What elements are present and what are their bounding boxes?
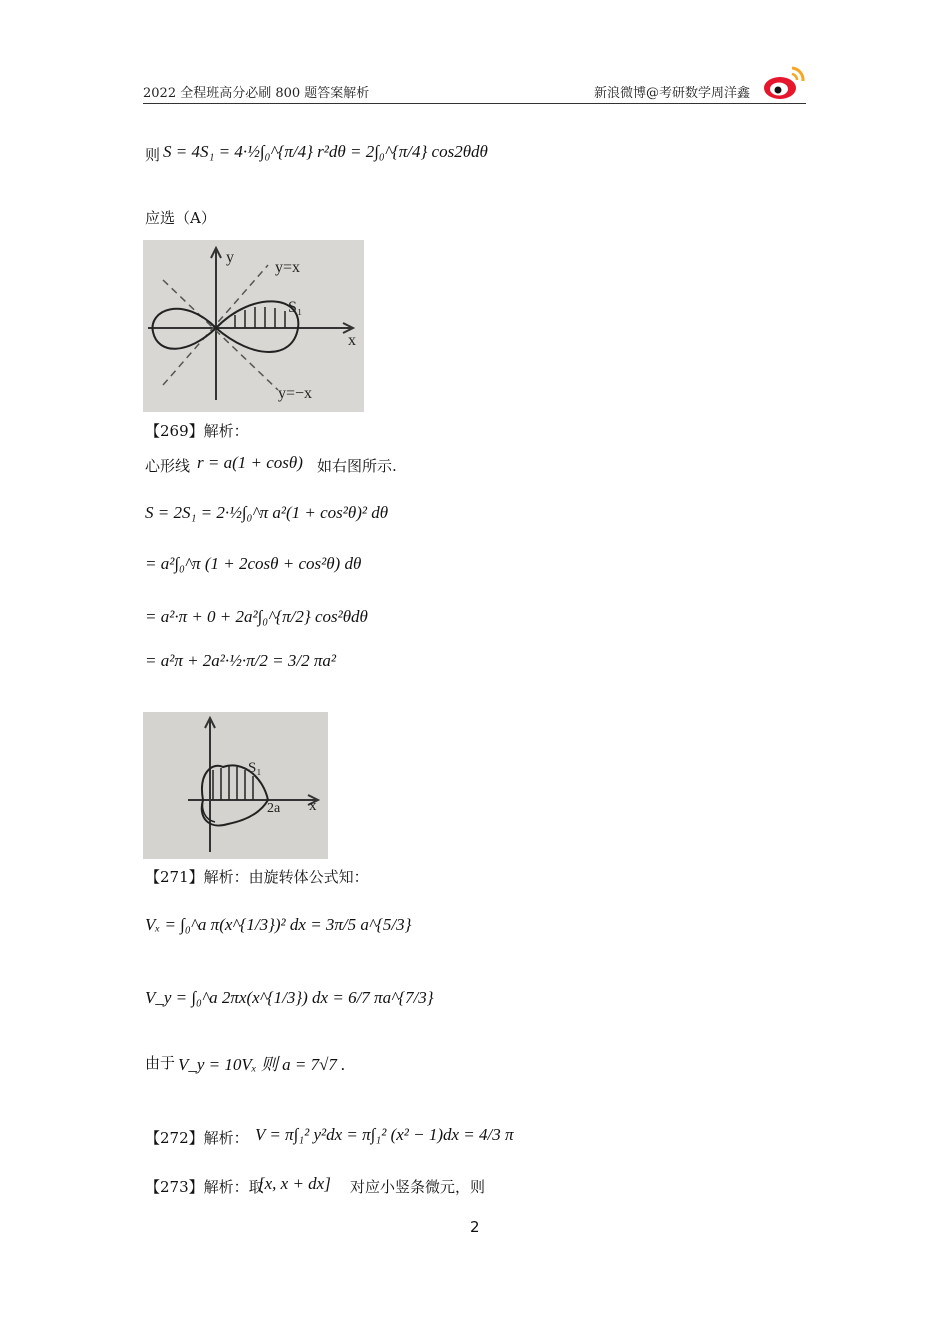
cardioid-figure <box>143 712 328 859</box>
fig1-y-label: y <box>226 249 234 266</box>
p271-conclusion-prefix: 由于 <box>145 1054 176 1072</box>
fig2-x-label: x <box>309 798 317 814</box>
fig2-2a-label: 2a <box>267 801 281 816</box>
lemniscate-figure <box>143 240 364 412</box>
fig2-s1-label: S₁ <box>248 760 262 776</box>
p273-tail: 对应小竖条微元，则 <box>350 1178 486 1196</box>
page-number: 2 <box>470 1218 480 1236</box>
p271-eq2: V_y = ∫₀^a 2πx(x^{1/3}) dx = 6/7 πa^{7/3} <box>145 988 434 1007</box>
line1-prefix: 则 <box>145 146 161 164</box>
p272-title: 【272】解析： <box>145 1129 249 1147</box>
p273-formula: [x, x + dx] <box>258 1174 331 1193</box>
p269-intro: 心形线 <box>145 457 191 475</box>
p269-title: 【269】解析： <box>145 422 249 440</box>
p269-eq1: S = 2S₁ = 2·½∫₀^π a²(1 + cos²θ)² dθ <box>145 503 389 522</box>
header-left-title: 2022 全程班高分必刷 800 题答案解析 <box>143 86 370 101</box>
p271-conclusion: V_y = 10Vₓ 则 a = 7√7 . <box>178 1055 346 1074</box>
fig1-yx-label: y=x <box>275 259 301 276</box>
p269-formula-r: r = a(1 + cosθ) <box>197 453 303 472</box>
p272-eq: V = π∫₁² y²dx = π∫₁² (x² − 1)dx = 4/3 π <box>255 1125 514 1144</box>
header-rule <box>143 103 806 104</box>
p269-intro-tail: 如右图所示. <box>317 457 397 475</box>
header-right-title: 新浪微博@考研数学周洋鑫 <box>594 86 751 101</box>
answer-line: 应选（A） <box>145 209 216 227</box>
p271-title: 【271】解析：由旋转体公式知： <box>145 868 369 886</box>
fig1-x-label: x <box>348 332 356 349</box>
fig1-ynx-label: y=−x <box>278 385 313 402</box>
fig1-s1-label: S₁ <box>288 299 303 316</box>
p271-eq1: Vₓ = ∫₀^a π(x^{1/3})² dx = 3π/5 a^{5/3} <box>145 915 412 934</box>
p269-eq4: = a²π + 2a²·½·π/2 = 3/2 πa² <box>145 651 336 670</box>
p273-title: 【273】解析：取 <box>145 1178 264 1196</box>
p269-eq2: = a²∫₀^π (1 + 2cosθ + cos²θ) dθ <box>145 554 362 573</box>
line1-formula: S = 4S₁ = 4·½∫₀^{π/4} r²dθ = 2∫₀^{π/4} cos2θdθ <box>163 142 488 161</box>
p269-eq3: = a²·π + 0 + 2a²∫₀^{π/2} cos²θdθ <box>145 607 368 626</box>
weibo-logo-icon <box>762 64 806 102</box>
